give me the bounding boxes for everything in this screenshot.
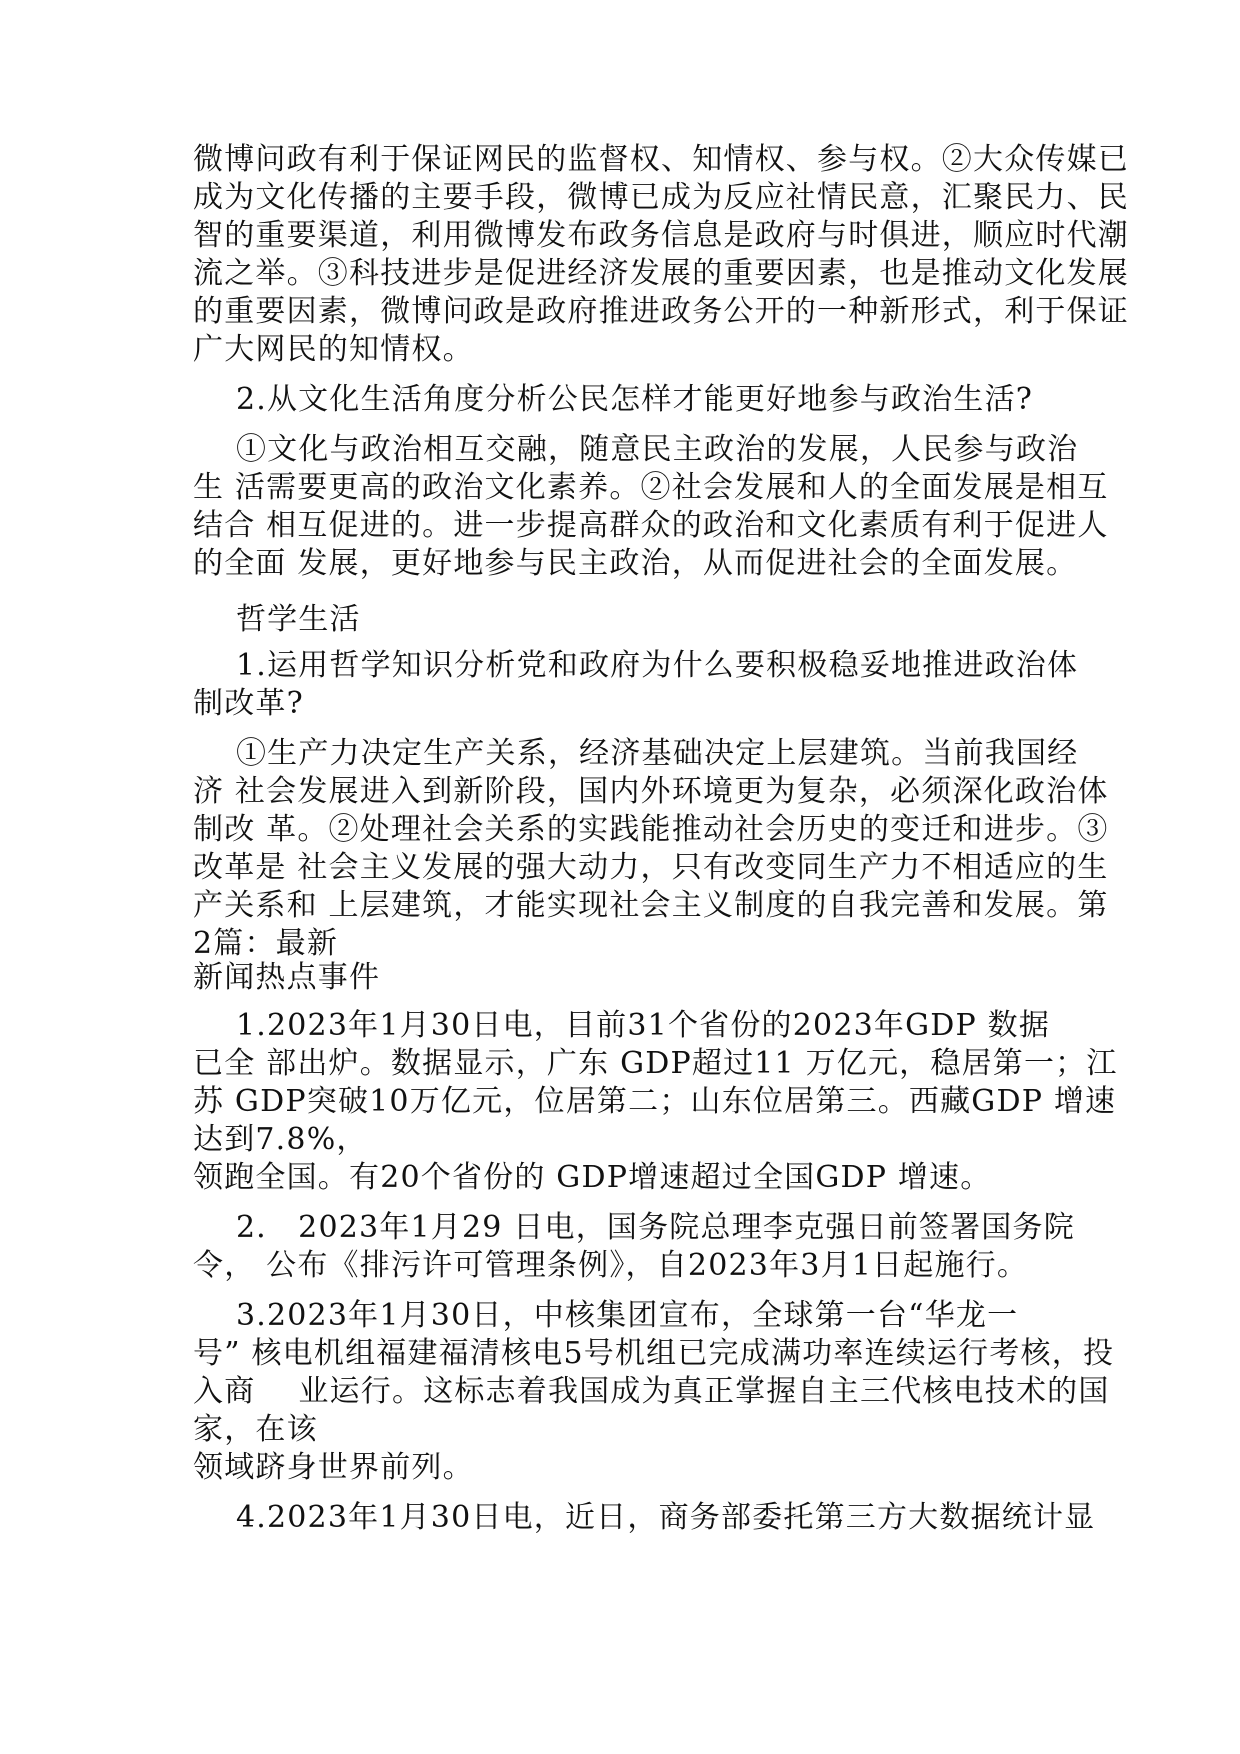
- question-heading: 1.运用哲学知识分析党和政府为什么要积极稳妥地推进政治体: [193, 648, 1079, 683]
- text-line: 微博问政有利于保证网民的监督权、知情权、参与权。②大众传媒已: [193, 142, 1129, 177]
- news-item: 4.2023年1月30日电，近日，商务部委托第三方大数据统计显: [193, 1500, 1096, 1535]
- text-line: 已全 部出炉。数据显示，广东 GDP超过11 万亿元，稳居第一；江: [193, 1046, 1118, 1081]
- text-line: 广大网民的知情权。: [193, 332, 474, 367]
- text-line: 领跑全国。有20个省份的 GDP增速超过全国GDP 增速。: [193, 1160, 992, 1195]
- text-line: 成为文化传播的主要手段，微博已成为反应社情民意，汇聚民力、民: [193, 180, 1129, 215]
- question-heading: 2.从文化生活角度分析公民怎样才能更好地参与政治生活?: [193, 382, 1034, 417]
- text-line: 智的重要渠道，利用微博发布政务信息是政府与时俱进，顺应时代潮: [193, 218, 1129, 253]
- text-line: 号” 核电机组福建福清核电5号机组已完成满功率连续运行考核，投: [193, 1336, 1115, 1371]
- text-line: 入商 业运行。这标志着我国成为真正掌握自主三代核电技术的国: [193, 1374, 1110, 1409]
- news-item: 2． 2023年1月29 日电，国务院总理李克强日前签署国务院: [193, 1210, 1075, 1245]
- text-line: 2篇：最新: [193, 926, 339, 961]
- text-line: 制改 革。②处理社会关系的实践能推动社会历史的变迁和进步。③: [193, 812, 1109, 847]
- text-line: 生 活需要更高的政治文化素养。②社会发展和人的全面发展是相互: [193, 470, 1109, 505]
- text-line: 产关系和 上层建筑，才能实现社会主义制度的自我完善和发展。第: [193, 888, 1109, 923]
- text-line: 领域跻身世界前列。: [193, 1450, 474, 1485]
- text-line: 达到7.8%，: [193, 1122, 368, 1157]
- text-line: 济 社会发展进入到新阶段，国内外环境更为复杂，必须深化政治体: [193, 774, 1109, 809]
- text-line: 家，在该: [193, 1412, 318, 1447]
- section-heading: 新闻热点事件: [193, 960, 381, 995]
- section-heading: 哲学生活: [193, 602, 361, 637]
- text-line: 苏 GDP突破10万亿元，位居第二；山东位居第三。西藏GDP 增速: [193, 1084, 1117, 1119]
- text-line: ①文化与政治相互交融，随意民主政治的发展，人民参与政治: [193, 432, 1079, 467]
- text-line: 的重要因素，微博问政是政府推进政务公开的一种新形式，利于保证: [193, 294, 1129, 329]
- text-line: 改革是 社会主义发展的强大动力，只有改变同生产力不相适应的生: [193, 850, 1109, 885]
- text-line: 制改革?: [193, 686, 304, 721]
- text-line: 结合 相互促进的。进一步提高群众的政治和文化素质有利于促进人: [193, 508, 1109, 543]
- text-line: ①生产力决定生产关系，经济基础决定上层建筑。当前我国经: [193, 736, 1079, 771]
- news-item: 3.2023年1月30日，中核集团宣布，全球第一台“华龙一: [193, 1298, 1019, 1333]
- text-line: 流之举。③科技进步是促进经济发展的重要因素，也是推动文化发展: [193, 256, 1129, 291]
- text-line: 令， 公布《排污许可管理条例》，自2023年3月1日起施行。: [193, 1248, 1029, 1283]
- news-item: 1.2023年1月30日电，目前31个省份的2023年GDP 数据: [193, 1008, 1051, 1043]
- text-line: 的全面 发展，更好地参与民主政治，从而促进社会的全面发展。: [193, 546, 1078, 581]
